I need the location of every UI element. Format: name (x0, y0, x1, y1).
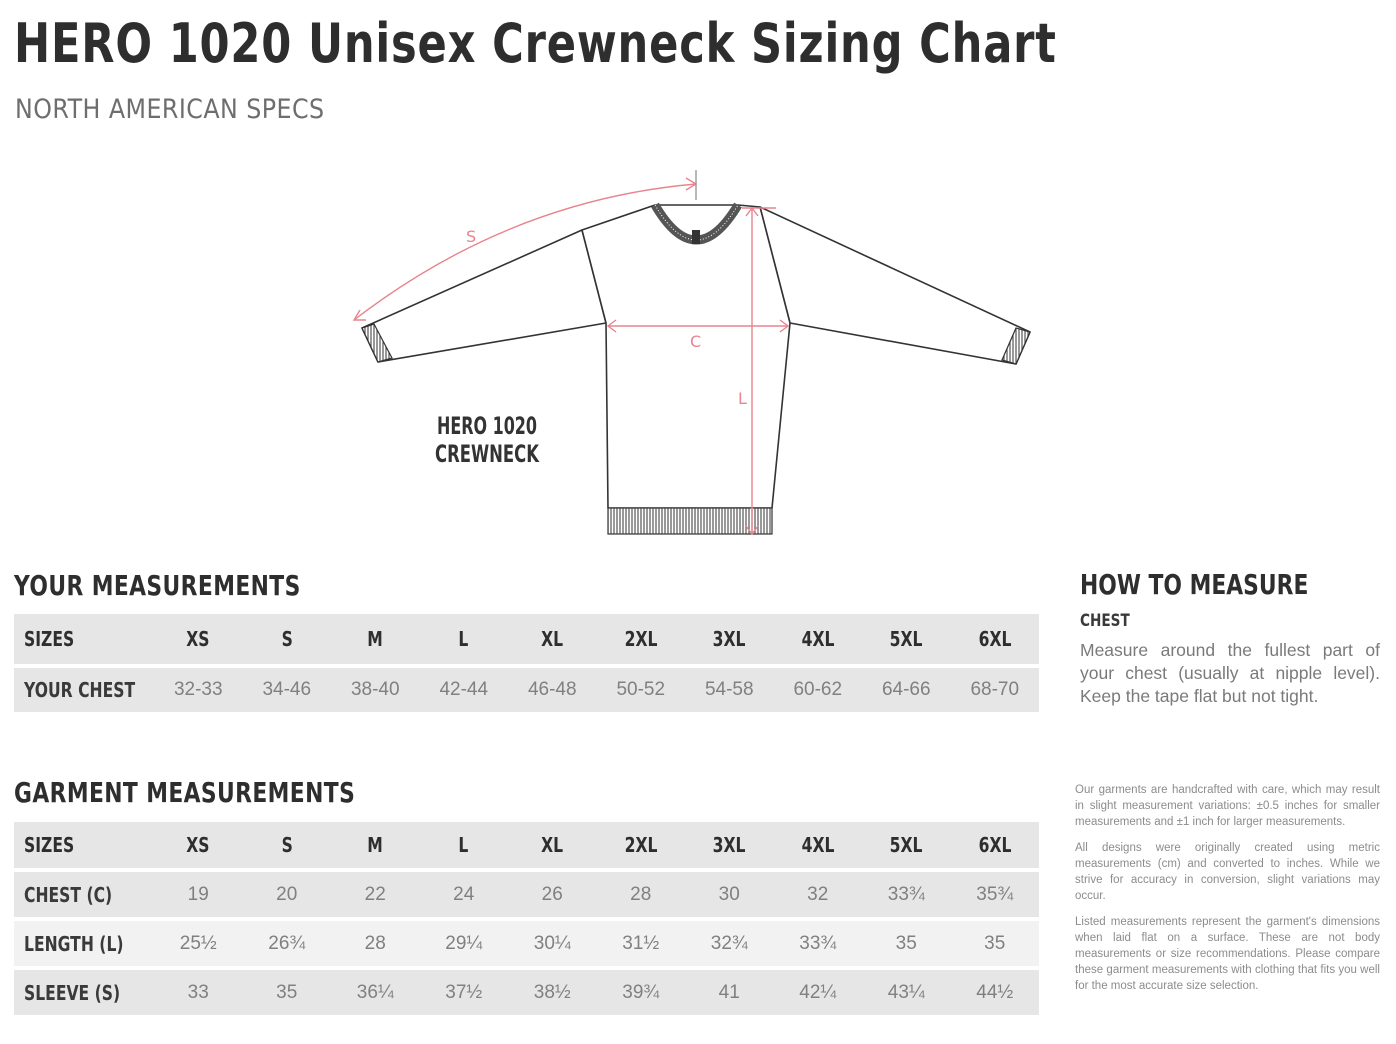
chest-marker: C (690, 332, 702, 351)
size-header: 2XL (597, 822, 686, 868)
page-subtitle: NORTH AMERICAN SPECS (15, 94, 325, 125)
row-label: YOUR CHEST (14, 668, 154, 712)
table-cell: 42-44 (420, 668, 509, 712)
note-paragraph: All designs were originally created using metric measurements (cm) and converted to inches. While we strive for accuracy in conversion, slight variations may occur. (1075, 842, 1380, 902)
table-cell: 54-58 (685, 668, 774, 712)
table-cell: 36¼ (331, 970, 420, 1015)
table-cell: 43¼ (862, 970, 951, 1015)
table-cell: 34-46 (243, 668, 332, 712)
note-paragraph: Our garments are handcrafted with care, which may result in slight measurement variations: ±0.5 inches for smaller measurements and ±1 inch for larger measurements. (1075, 784, 1380, 828)
how-to-measure-title: HOW TO MEASURE (1080, 568, 1309, 601)
size-header: S (243, 614, 332, 664)
size-header: 6XL (951, 614, 1040, 664)
crewneck-diagram (340, 160, 1060, 550)
garment-measurements-title: GARMENT MEASUREMENTS (14, 776, 356, 809)
table-cell: 30¼ (508, 921, 597, 966)
table-cell: 37½ (420, 970, 509, 1015)
table-row (14, 668, 1039, 712)
table-cell: 35¾ (951, 872, 1040, 917)
table-row (14, 970, 1039, 1015)
size-header: 5XL (862, 614, 951, 664)
size-header: M (331, 614, 420, 664)
your-measurements-title: YOUR MEASUREMENTS (14, 569, 301, 602)
size-header: S (243, 822, 332, 868)
size-header: 2XL (597, 614, 686, 664)
size-header: XS (154, 614, 243, 664)
sizes-label: SIZES (14, 822, 154, 868)
diagram-label-line1: HERO 1020 (437, 412, 537, 440)
table-cell: 25½ (154, 921, 243, 966)
table-cell: 32 (774, 872, 863, 917)
table-cell: 35 (243, 970, 332, 1015)
row-label: SLEEVE (S) (14, 970, 154, 1015)
table-cell: 46-48 (508, 668, 597, 712)
table-cell: 30 (685, 872, 774, 917)
table-cell: 35 (862, 921, 951, 966)
table-cell: 19 (154, 872, 243, 917)
table-cell: 29¼ (420, 921, 509, 966)
page-title: HERO 1020 Unisex Crewneck Sizing Chart (14, 12, 1057, 75)
how-to-measure-subtitle: CHEST (1080, 611, 1130, 631)
size-header: XS (154, 822, 243, 868)
size-header: 3XL (685, 614, 774, 664)
table-cell: 28 (597, 872, 686, 917)
size-header: XL (508, 614, 597, 664)
size-header: 4XL (774, 614, 863, 664)
length-marker: L (738, 389, 747, 408)
table-cell: 32¾ (685, 921, 774, 966)
garment-measurements-table (14, 822, 1039, 1015)
notes (1075, 782, 1380, 1004)
table-cell: 20 (243, 872, 332, 917)
size-header: 6XL (951, 822, 1040, 868)
size-header: 4XL (774, 822, 863, 868)
table-cell: 50-52 (597, 668, 686, 712)
size-header: M (331, 822, 420, 868)
size-header: L (420, 614, 509, 664)
how-to-measure (1080, 568, 1380, 708)
size-header: 5XL (862, 822, 951, 868)
sleeve-marker: S (466, 227, 477, 246)
table-cell: 39¾ (597, 970, 686, 1015)
row-label: LENGTH (L) (14, 921, 154, 966)
table-row (14, 921, 1039, 966)
table-cell: 33 (154, 970, 243, 1015)
table-cell: 32-33 (154, 668, 243, 712)
table-cell: 60-62 (774, 668, 863, 712)
sizes-label: SIZES (14, 614, 154, 664)
table-header-row (14, 822, 1039, 868)
table-cell: 38½ (508, 970, 597, 1015)
row-label: CHEST (C) (14, 872, 154, 917)
table-header-row (14, 614, 1039, 664)
table-cell: 22 (331, 872, 420, 917)
table-cell: 41 (685, 970, 774, 1015)
diagram-label-line2: CREWNECK (435, 440, 540, 468)
table-row (14, 872, 1039, 917)
table-cell: 28 (331, 921, 420, 966)
table-cell: 31½ (597, 921, 686, 966)
table-cell: 24 (420, 872, 509, 917)
table-cell: 68-70 (951, 668, 1040, 712)
table-cell: 26 (508, 872, 597, 917)
note-paragraph: Listed measurements represent the garment's dimensions when laid flat on a surface. These are not body measurements or size recommendations. Please compare these garment measurements with clothing that fits you well for the most accurate size selection. (1075, 916, 1380, 992)
size-header: L (420, 822, 509, 868)
table-cell: 26¾ (243, 921, 332, 966)
table-cell: 35 (951, 921, 1040, 966)
table-cell: 33¾ (774, 921, 863, 966)
table-cell: 64-66 (862, 668, 951, 712)
size-header: XL (508, 822, 597, 868)
table-cell: 33¾ (862, 872, 951, 917)
table-cell: 38-40 (331, 668, 420, 712)
table-cell: 44½ (951, 970, 1040, 1015)
your-measurements-table (14, 614, 1039, 712)
table-cell: 42¼ (774, 970, 863, 1015)
how-to-measure-text: Measure around the fullest part of your chest (usually at nipple level). Keep the tape flat but not tight. (1080, 640, 1380, 706)
size-header: 3XL (685, 822, 774, 868)
